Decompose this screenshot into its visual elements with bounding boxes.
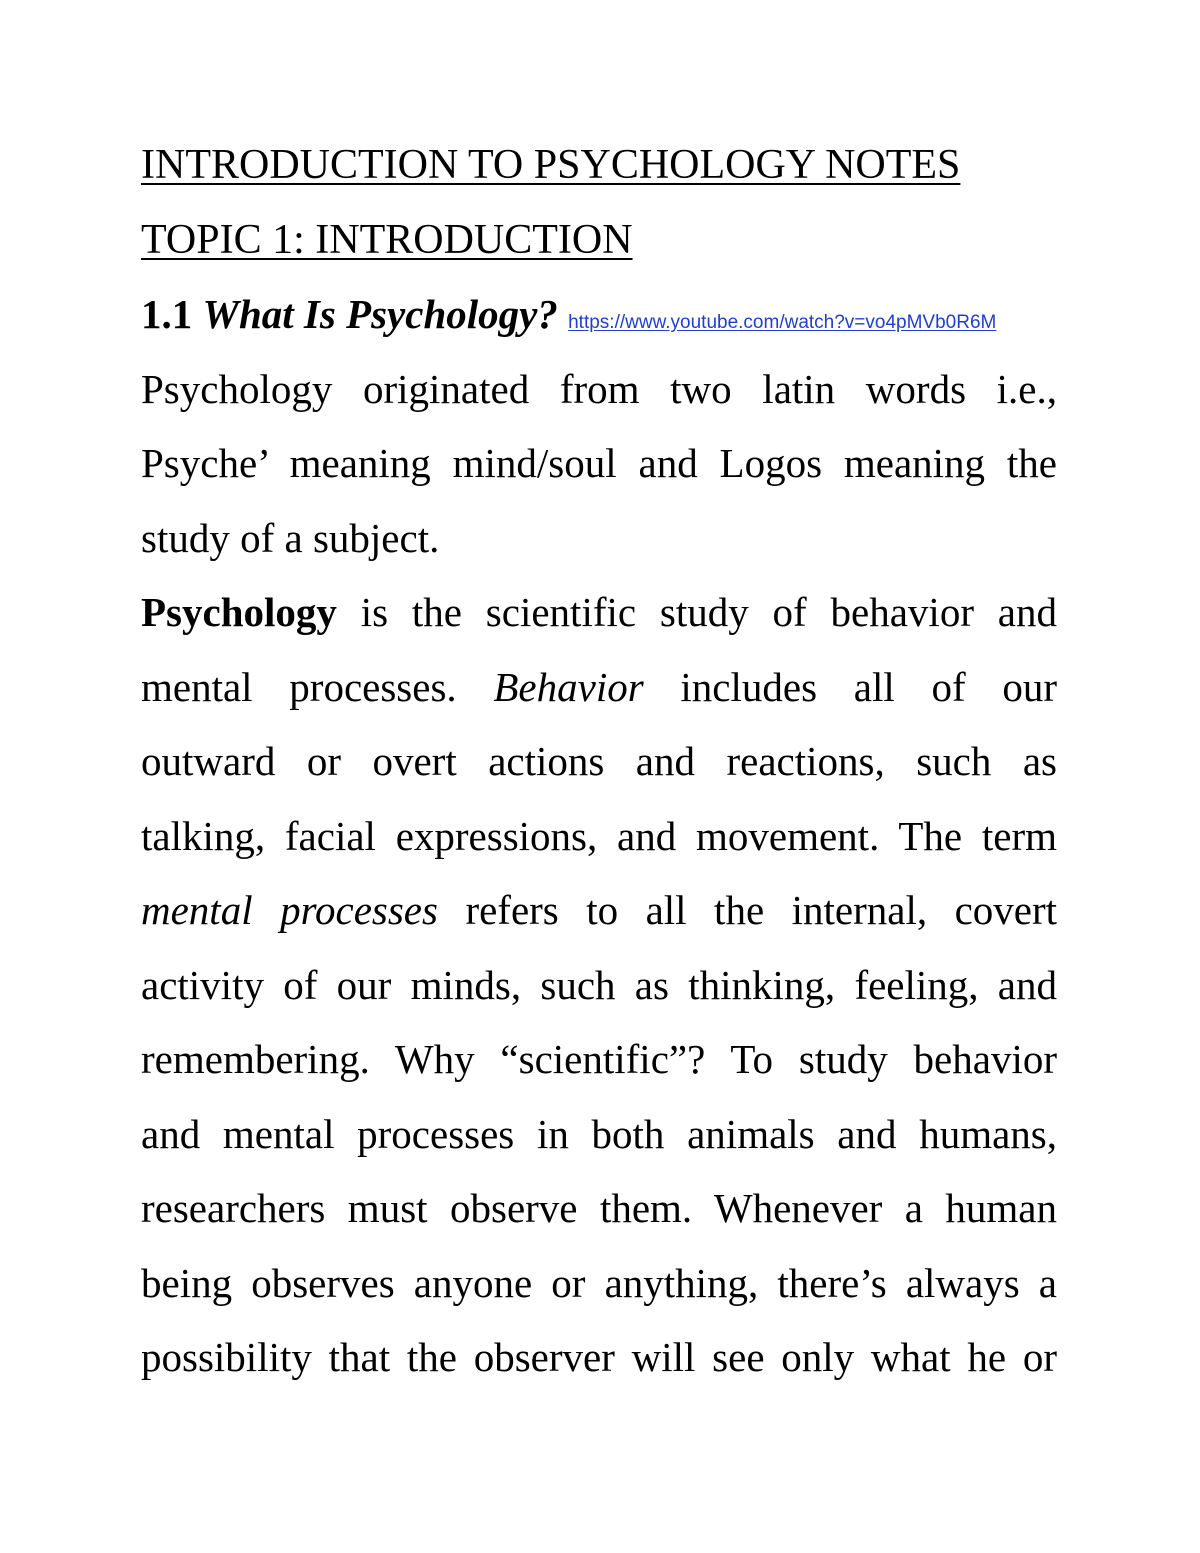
para2-line: talking, facial expressions, and movement. The term (141, 812, 1057, 859)
para2-line: outward or overt actions and reactions, such as (141, 738, 1057, 784)
term-behavior: Behavior (493, 663, 644, 710)
para1-line: study of a subject. (141, 514, 440, 561)
para2-text: mental processes. (141, 663, 494, 710)
document-page (141, 128, 1057, 1395)
para2-line: possibility that the observer will see only what he or (141, 1334, 1057, 1380)
para2-text: includes all of our (643, 663, 1058, 710)
para2-line (141, 873, 1057, 948)
title-text: INTRODUCTION TO PSYCHOLOGY NOTES (141, 142, 961, 188)
para1-line: Psyche’ meaning mind/soul and Logos meaning the (141, 440, 1057, 486)
term-psychology: Psychology (141, 589, 337, 635)
para2-line: activity of our minds, such as thinking, feeling, and (141, 961, 1057, 1008)
section-heading (141, 277, 1057, 352)
para2-line: and mental processes in both animals and humans, (141, 1110, 1057, 1157)
para2-text: refers to all the internal, covert (437, 887, 1058, 933)
topic-heading (141, 203, 1057, 278)
section-title: What Is Psychology? (202, 291, 558, 337)
term-mental-processes: mental processes (141, 887, 438, 933)
document-title (141, 128, 1057, 203)
para1-line: Psychology originated from two latin words i.e., (141, 365, 1057, 412)
para2-line: being observes anyone or anything, there’s always a (141, 1259, 1057, 1306)
para2-text: is the scientific study of behavior and (336, 589, 1057, 635)
para2-line (141, 575, 1057, 650)
para2-line (141, 650, 1057, 725)
section-number: 1.1 (141, 291, 193, 337)
topic-text: TOPIC 1: INTRODUCTION (141, 216, 633, 263)
youtube-link[interactable]: https://www.youtube.com/watch?v=vo4pMVb0R6M (568, 312, 997, 333)
para2-line: researchers must observe them. Whenever a human (141, 1185, 1057, 1231)
para2-line: remembering. Why “scientific”? To study behavior (141, 1036, 1057, 1082)
